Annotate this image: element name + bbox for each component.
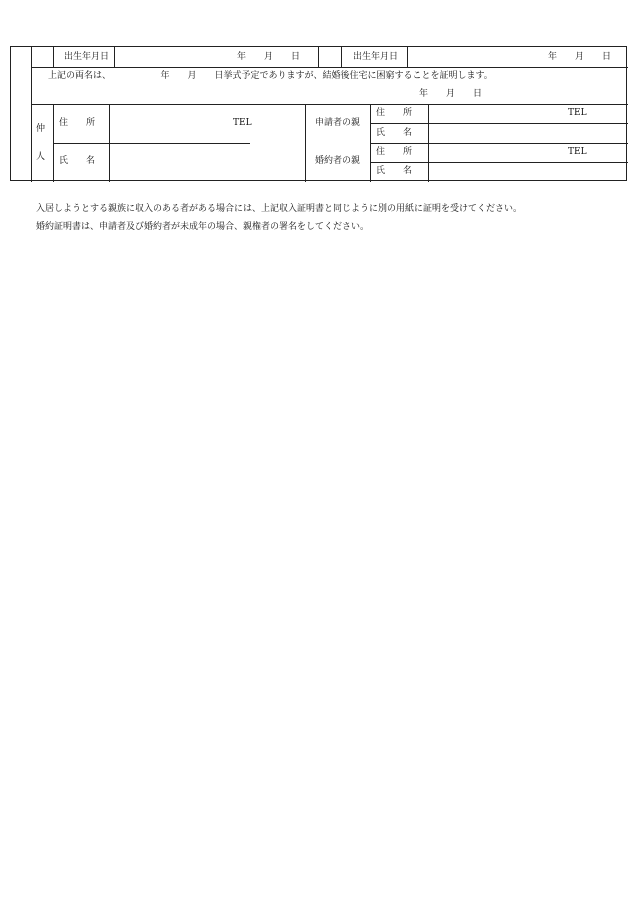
birth-date-label-right: 出生年月日 bbox=[353, 52, 399, 62]
column-divider bbox=[407, 47, 408, 67]
applicant-parent-label: 申請者の親 bbox=[315, 118, 361, 128]
column-divider bbox=[341, 47, 342, 67]
birth-date-label-left: 出生年月日 bbox=[64, 52, 110, 62]
certification-statement: 上記の両名は、 年 月 日挙式予定でありますが、結婚後住宅に困窮することを証明します。 bbox=[48, 71, 493, 81]
applicant-parent-name-label: 氏 名 bbox=[376, 128, 413, 138]
note-engagement-certificate: 婚約証明書は、申請者及び婚約者が未成年の場合、親権者の署名をしてください。 bbox=[36, 222, 370, 232]
certification-date: 年 月 日 bbox=[419, 89, 483, 99]
fiance-parent-label: 婚約者の親 bbox=[315, 156, 361, 166]
fiance-parent-tel-label: TEL bbox=[568, 147, 587, 157]
row-divider bbox=[31, 104, 628, 105]
fiance-parent-name-label: 氏 名 bbox=[376, 166, 413, 176]
column-divider bbox=[53, 47, 54, 67]
fiance-parent-address-label: 住 所 bbox=[376, 147, 413, 157]
birth-date-value-right: 年 月 日 bbox=[548, 52, 612, 62]
matchmaker-tel-label: TEL bbox=[233, 118, 252, 128]
applicant-parent-address-label: 住 所 bbox=[376, 108, 413, 118]
column-divider bbox=[428, 104, 429, 182]
row-divider bbox=[53, 143, 250, 144]
column-divider bbox=[305, 104, 306, 182]
applicant-parent-tel-label: TEL bbox=[568, 108, 587, 118]
row-divider bbox=[370, 162, 628, 163]
row-divider bbox=[370, 123, 628, 124]
column-divider bbox=[31, 47, 32, 182]
column-divider bbox=[318, 47, 319, 67]
column-divider bbox=[109, 104, 110, 182]
birth-date-value-left: 年 月 日 bbox=[237, 52, 301, 62]
column-divider bbox=[53, 104, 54, 182]
matchmaker-name-label: 氏 名 bbox=[59, 156, 96, 166]
column-divider bbox=[370, 104, 371, 182]
matchmaker-label-bottom: 人 bbox=[36, 152, 46, 162]
matchmaker-label-top: 仲 bbox=[36, 124, 46, 134]
matchmaker-address-label: 住 所 bbox=[59, 118, 96, 128]
row-divider bbox=[370, 143, 628, 144]
note-income-certification: 入居しようとする親族に収入のある者がある場合には、上記収入証明書と同じように別の用紙に証明を受けてください。 bbox=[36, 204, 523, 214]
row-divider bbox=[31, 67, 628, 68]
certification-form-table bbox=[10, 46, 627, 181]
column-divider bbox=[114, 47, 115, 67]
